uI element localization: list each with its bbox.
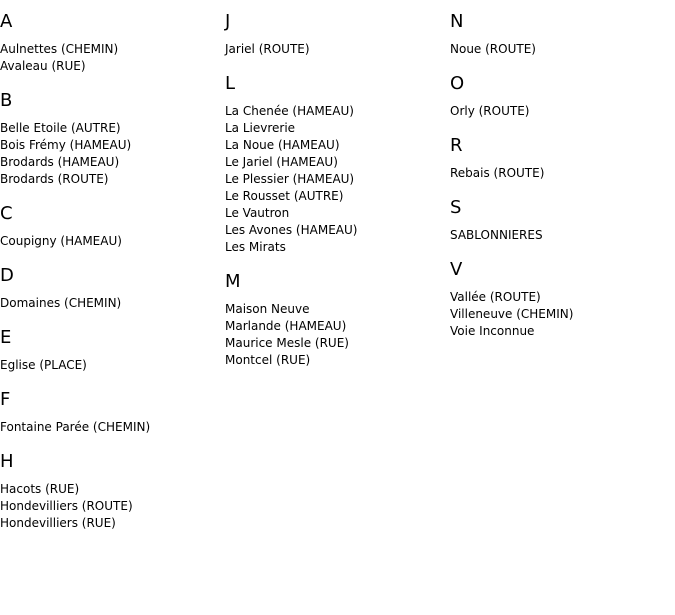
street-link[interactable]: Bois Frémy (HAMEAU)	[0, 138, 132, 152]
street-list	[225, 41, 450, 58]
street-list	[0, 41, 225, 75]
street-link[interactable]: Fontaine Parée (CHEMIN)	[0, 420, 151, 434]
street-link[interactable]: La Chenée (HAMEAU)	[225, 104, 354, 118]
street-link[interactable]: Le Jariel (HAMEAU)	[225, 155, 338, 169]
street-link[interactable]: Maison Neuve	[225, 302, 310, 316]
street-link[interactable]: Orly (ROUTE)	[450, 104, 530, 118]
letter-group-r	[450, 120, 675, 182]
street-link[interactable]: Marlande (HAMEAU)	[225, 319, 347, 333]
street-link[interactable]: La Noue (HAMEAU)	[225, 138, 340, 152]
street-link[interactable]: Hondevilliers (ROUTE)	[0, 499, 133, 513]
street-link[interactable]: Jariel (ROUTE)	[225, 42, 310, 56]
street-link[interactable]: Montcel (RUE)	[225, 353, 311, 367]
street-link[interactable]: Hacots (RUE)	[0, 482, 80, 496]
street-link[interactable]: Belle Etoile (AUTRE)	[0, 121, 121, 135]
letter-group-c	[0, 188, 225, 250]
street-link[interactable]: SABLONNIERES	[450, 228, 543, 242]
street-list	[0, 295, 225, 312]
street-list	[450, 103, 675, 120]
street-list	[450, 41, 675, 58]
letter-heading: V	[450, 259, 463, 280]
letter-heading: C	[0, 203, 13, 224]
street-link[interactable]: Domaines (CHEMIN)	[0, 296, 122, 310]
street-link[interactable]: Le Rousset (AUTRE)	[225, 189, 344, 203]
street-link[interactable]: Rebais (ROUTE)	[450, 166, 545, 180]
letter-heading: S	[450, 197, 462, 218]
letter-group-b	[0, 75, 225, 188]
street-link[interactable]: Les Mirats	[225, 240, 286, 254]
letter-heading: N	[450, 11, 464, 32]
letter-heading: R	[450, 135, 463, 156]
street-list	[0, 233, 225, 250]
letter-heading: H	[0, 451, 14, 472]
letter-group-s	[450, 182, 675, 244]
street-list	[225, 103, 450, 256]
street-index-column-3	[450, 0, 675, 340]
letter-heading: B	[0, 90, 13, 111]
street-list	[0, 419, 225, 436]
letter-group-h	[0, 436, 225, 532]
street-link[interactable]: Voie Inconnue	[450, 324, 535, 338]
street-list	[0, 481, 225, 532]
street-link[interactable]: Le Plessier (HAMEAU)	[225, 172, 355, 186]
street-index-column-2	[225, 0, 450, 369]
letter-heading: D	[0, 265, 14, 286]
street-list	[0, 120, 225, 188]
letter-heading: J	[225, 11, 231, 32]
street-link[interactable]: Les Avones (HAMEAU)	[225, 223, 358, 237]
street-list	[225, 301, 450, 369]
letter-group-v	[450, 244, 675, 340]
street-link[interactable]: Maurice Mesle (RUE)	[225, 336, 349, 350]
street-list	[450, 165, 675, 182]
letter-heading: F	[0, 389, 11, 410]
street-link[interactable]: Villeneuve (CHEMIN)	[450, 307, 574, 321]
letter-heading: E	[0, 327, 12, 348]
street-link[interactable]: Hondevilliers (RUE)	[0, 516, 116, 530]
letter-heading: L	[225, 73, 236, 94]
street-link[interactable]: Eglise (PLACE)	[0, 358, 87, 372]
street-index-column-1	[0, 0, 225, 532]
letter-group-d	[0, 250, 225, 312]
street-link[interactable]: Le Vautron	[225, 206, 290, 220]
letter-group-f	[0, 374, 225, 436]
letter-group-n	[450, 0, 675, 58]
letter-heading: A	[0, 11, 13, 32]
street-link[interactable]: Aulnettes (CHEMIN)	[0, 42, 119, 56]
letter-group-o	[450, 58, 675, 120]
letter-group-j	[225, 0, 450, 58]
letter-group-e	[0, 312, 225, 374]
street-list	[450, 289, 675, 340]
letter-group-l	[225, 58, 450, 256]
street-link[interactable]: Noue (ROUTE)	[450, 42, 536, 56]
street-link[interactable]: Vallée (ROUTE)	[450, 290, 541, 304]
street-list	[0, 357, 225, 374]
street-link[interactable]: La Lievrerie	[225, 121, 296, 135]
street-list	[450, 227, 675, 244]
street-link[interactable]: Avaleau (RUE)	[0, 59, 86, 73]
street-link[interactable]: Brodards (HAMEAU)	[0, 155, 120, 169]
letter-group-m	[225, 256, 450, 369]
letter-heading: O	[450, 73, 465, 94]
letter-group-a	[0, 0, 225, 75]
street-link[interactable]: Coupigny (HAMEAU)	[0, 234, 122, 248]
street-link[interactable]: Brodards (ROUTE)	[0, 172, 109, 186]
letter-heading: M	[225, 271, 241, 292]
